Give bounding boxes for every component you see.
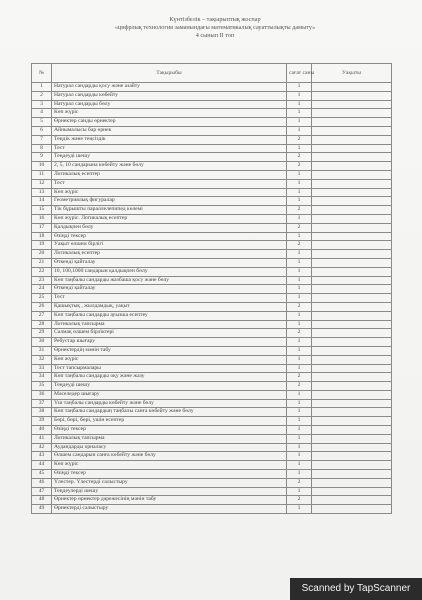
row-number: 1 (32, 83, 52, 92)
table-row (32, 285, 392, 294)
row-hours: 1 (287, 188, 312, 197)
row-topic: Натурал сандарды бөлу (52, 100, 287, 109)
table-row (32, 258, 392, 267)
row-hours: 1 (287, 83, 312, 92)
row-date (312, 338, 392, 347)
row-hours: 1 (287, 470, 312, 479)
row-hours: 1 (287, 408, 312, 417)
row-date (312, 496, 392, 505)
plan-table (31, 63, 392, 514)
table-row (32, 390, 392, 399)
document-header (40, 16, 390, 40)
row-hours: 1 (287, 346, 312, 355)
table-row (32, 452, 392, 461)
row-topic: Мәселедер шығару (52, 390, 287, 399)
row-topic: 10, 100,1000 сандарын қалдықпен бөлу (52, 267, 287, 276)
row-topic: 2, 5, 10 сандарына көбейту және бөлу (52, 162, 287, 171)
row-date (312, 478, 392, 487)
row-hours: 2 (287, 206, 312, 215)
row-hours: 1 (287, 214, 312, 223)
row-date (312, 232, 392, 241)
header-line-3: 4 сынып II топ (195, 32, 235, 39)
row-number: 13 (32, 188, 52, 197)
table-row (32, 153, 392, 162)
table-row (32, 346, 392, 355)
row-topic: Өлшем сандарын санға көбейту және бөлу (52, 452, 287, 461)
row-date (312, 364, 392, 373)
row-hours: 1 (287, 91, 312, 100)
row-hours: 1 (287, 452, 312, 461)
row-date (312, 109, 392, 118)
row-date (312, 285, 392, 294)
table-row (32, 206, 392, 215)
row-topic: Көп таңбалы сандарды жазбаша қосу және бөлу (52, 276, 287, 285)
table-row (32, 83, 392, 92)
row-number: 36 (32, 390, 52, 399)
row-date (312, 443, 392, 452)
row-topic: Қалдықпен бөлу (52, 223, 287, 232)
row-topic: Натурал сандарды көбейту (52, 91, 287, 100)
table-row (32, 223, 392, 232)
row-topic: Өрнектердің мәнін табу (52, 346, 287, 355)
row-date (312, 452, 392, 461)
row-hours: 2 (287, 162, 312, 171)
table-row (32, 426, 392, 435)
row-hours: 1 (287, 118, 312, 127)
table-row (32, 135, 392, 144)
row-date (312, 118, 392, 127)
row-number: 12 (32, 179, 52, 188)
row-hours: 1 (287, 434, 312, 443)
row-number: 20 (32, 250, 52, 259)
row-topic: Өзіңді тексер (52, 470, 287, 479)
row-number: 32 (32, 355, 52, 364)
row-number: 26 (32, 302, 52, 311)
row-topic: Тест тапсырмалары (52, 364, 287, 373)
row-hours: 1 (287, 426, 312, 435)
row-date (312, 144, 392, 153)
row-number: 34 (32, 373, 52, 382)
row-date (312, 241, 392, 250)
row-hours: 1 (287, 311, 312, 320)
table-row (32, 241, 392, 250)
table-row (32, 179, 392, 188)
row-number: 42 (32, 443, 52, 452)
table-row (32, 373, 392, 382)
header-line-1: Күнтізбелік – тақырыптық жоспар (169, 16, 261, 23)
row-hours: 2 (287, 329, 312, 338)
row-date (312, 188, 392, 197)
row-hours: 2 (287, 373, 312, 382)
table-row (32, 505, 392, 514)
row-topic: Теңдеуді шешу (52, 153, 287, 162)
row-hours: 1 (287, 390, 312, 399)
row-date (312, 197, 392, 206)
row-topic: Теңдеуді шешу (52, 382, 287, 391)
row-date (312, 373, 392, 382)
column-header-number: № (32, 64, 52, 83)
row-topic: Логикалық есептер (52, 170, 287, 179)
scanner-watermark: Scanned by TapScanner (290, 578, 422, 600)
row-topic: Тест (52, 144, 287, 153)
column-header-topic: Тақырыбы (52, 64, 287, 83)
table-body (32, 83, 392, 514)
table-row (32, 109, 392, 118)
row-number: 29 (32, 329, 52, 338)
table-row (32, 232, 392, 241)
row-topic: Тік бұрышты параллелепипед көлемі (52, 206, 287, 215)
row-number: 40 (32, 426, 52, 435)
row-date (312, 346, 392, 355)
row-hours: 1 (287, 276, 312, 285)
row-date (312, 162, 392, 171)
row-topic: Логикалық тапсырма (52, 320, 287, 329)
row-number: 31 (32, 346, 52, 355)
row-topic: Өрнектер өрнектер дәрежесінің мәнін табу (52, 496, 287, 505)
row-topic: Көп таңбалы сандарды ауызша есептеу (52, 311, 287, 320)
row-number: 47 (32, 487, 52, 496)
table-row (32, 144, 392, 153)
row-number: 28 (32, 320, 52, 329)
row-topic: Теңдеулерді шешу (52, 487, 287, 496)
row-number: 23 (32, 276, 52, 285)
column-header-date: Уақыты (312, 64, 392, 83)
row-hours: 2 (287, 496, 312, 505)
row-topic: Ребустар шығару (52, 338, 287, 347)
table-row (32, 100, 392, 109)
table-row (32, 355, 392, 364)
row-topic: Бөрі, бөрі, бөрі, ушін есептер (52, 417, 287, 426)
table-row (32, 434, 392, 443)
row-number: 45 (32, 470, 52, 479)
table-row (32, 487, 392, 496)
row-date (312, 329, 392, 338)
row-topic: Өзіңді тексер (52, 426, 287, 435)
row-hours: 1 (287, 197, 312, 206)
row-number: 16 (32, 214, 52, 223)
row-number: 25 (32, 294, 52, 303)
row-hours: 2 (287, 302, 312, 311)
row-hours: 2 (287, 135, 312, 144)
row-hours: 1 (287, 285, 312, 294)
row-number: 41 (32, 434, 52, 443)
row-date (312, 382, 392, 391)
row-topic: Натурал сандарды қосу және азайту (52, 83, 287, 92)
table-row (32, 162, 392, 171)
row-number: 49 (32, 505, 52, 514)
row-topic: Өткенді қайталау (52, 285, 287, 294)
table-row (32, 294, 392, 303)
row-date (312, 267, 392, 276)
row-hours: 1 (287, 399, 312, 408)
row-topic: Логикалық тапсырма (52, 434, 287, 443)
row-topic: Көп таңбалы сандардың таңбалы санға көбейту және бөлу (52, 408, 287, 417)
row-topic: Көп таңбалы сандарды оқу және жазу (52, 373, 287, 382)
table-row (32, 276, 392, 285)
row-topic: Үлестер. Үлестерді салыстыру (52, 478, 287, 487)
table-row (32, 443, 392, 452)
table-row (32, 197, 392, 206)
row-hours: 1 (287, 109, 312, 118)
row-topic: Өткенді қайталау (52, 258, 287, 267)
row-number: 14 (32, 197, 52, 206)
row-hours: 1 (287, 179, 312, 188)
row-date (312, 153, 392, 162)
row-number: 19 (32, 241, 52, 250)
row-date (312, 487, 392, 496)
row-number: 4 (32, 109, 52, 118)
row-hours: 2 (287, 478, 312, 487)
row-number: 7 (32, 135, 52, 144)
row-hours: 1 (287, 144, 312, 153)
row-date (312, 470, 392, 479)
row-number: 30 (32, 338, 52, 347)
row-topic: Айнымалысы бар өрнек (52, 126, 287, 135)
table-row (32, 126, 392, 135)
row-number: 3 (32, 100, 52, 109)
row-number: 37 (32, 399, 52, 408)
row-date (312, 223, 392, 232)
row-topic: Өрнектерді салыстыру (52, 505, 287, 514)
row-number: 15 (32, 206, 52, 215)
row-number: 17 (32, 223, 52, 232)
row-date (312, 399, 392, 408)
table-row (32, 91, 392, 100)
row-topic: Тест (52, 294, 287, 303)
row-number: 9 (32, 153, 52, 162)
row-hours: 1 (287, 443, 312, 452)
row-number: 33 (32, 364, 52, 373)
row-hours: 1 (287, 320, 312, 329)
table-row (32, 478, 392, 487)
table-row (32, 302, 392, 311)
table-row (32, 250, 392, 259)
row-number: 11 (32, 170, 52, 179)
row-hours: 2 (287, 241, 312, 250)
row-topic: Уақыт өлшем бірлігі (52, 241, 287, 250)
row-date (312, 250, 392, 259)
row-number: 6 (32, 126, 52, 135)
row-date (312, 355, 392, 364)
table-row (32, 461, 392, 470)
row-hours: 1 (287, 294, 312, 303)
row-date (312, 100, 392, 109)
row-number: 24 (32, 285, 52, 294)
row-date (312, 83, 392, 92)
row-topic: Көп жүріс (52, 355, 287, 364)
row-date (312, 302, 392, 311)
row-hours: 1 (287, 487, 312, 496)
row-number: 38 (32, 408, 52, 417)
table-row (32, 188, 392, 197)
row-number: 35 (32, 382, 52, 391)
column-header-hours: сағат саны (287, 64, 312, 83)
row-hours: 1 (287, 505, 312, 514)
row-date (312, 126, 392, 135)
row-topic: Қашықтық , жылдамдық, уақыт (52, 302, 287, 311)
row-date (312, 294, 392, 303)
table-row (32, 364, 392, 373)
row-date (312, 135, 392, 144)
row-number: 22 (32, 267, 52, 276)
table-row (32, 320, 392, 329)
table-row (32, 118, 392, 127)
header-line-2: «цифрлық технология заманындағы математикалық сауаттылықты дамыту» (114, 24, 316, 31)
row-topic: Көп жүріс (52, 461, 287, 470)
row-topic: Салмақ өлшем бірліктері (52, 329, 287, 338)
row-number: 10 (32, 162, 52, 171)
table-row (32, 338, 392, 347)
row-date (312, 179, 392, 188)
row-hours: 1 (287, 338, 312, 347)
row-hours: 1 (287, 258, 312, 267)
row-date (312, 276, 392, 285)
row-number: 5 (32, 118, 52, 127)
row-date (312, 91, 392, 100)
row-date (312, 417, 392, 426)
row-date (312, 426, 392, 435)
row-date (312, 206, 392, 215)
row-number: 18 (32, 232, 52, 241)
row-topic: Көп жүріс (52, 188, 287, 197)
row-topic: Геометриялық фигуралар (52, 197, 287, 206)
row-date (312, 170, 392, 179)
row-topic: Көп жүріс. Логикалық есептер (52, 214, 287, 223)
row-topic: Логикалық есептер (52, 250, 287, 259)
table-row (32, 399, 392, 408)
row-number: 44 (32, 461, 52, 470)
table-header-row (32, 64, 392, 83)
row-topic: Өрнектер санды өрнектер (52, 118, 287, 127)
row-topic: Тест (52, 179, 287, 188)
row-topic: Өзіңді тексер (52, 232, 287, 241)
table-row (32, 267, 392, 276)
table-row (32, 417, 392, 426)
row-date (312, 390, 392, 399)
row-number: 46 (32, 478, 52, 487)
table-row (32, 311, 392, 320)
row-date (312, 214, 392, 223)
row-number: 39 (32, 417, 52, 426)
row-date (312, 258, 392, 267)
row-hours: 2 (287, 223, 312, 232)
row-hours: 1 (287, 417, 312, 426)
row-number: 48 (32, 496, 52, 505)
row-hours: 1 (287, 267, 312, 276)
table-row (32, 496, 392, 505)
table-row (32, 470, 392, 479)
row-hours: 1 (287, 126, 312, 135)
table-row (32, 382, 392, 391)
row-hours: 1 (287, 100, 312, 109)
row-topic: Аудандарды орналасу (52, 443, 287, 452)
row-number: 21 (32, 258, 52, 267)
row-date (312, 461, 392, 470)
row-number: 2 (32, 91, 52, 100)
table-row (32, 408, 392, 417)
row-number: 27 (32, 311, 52, 320)
row-topic: Үш таңбалы сандарды көбейту және бөлу (52, 399, 287, 408)
row-date (312, 505, 392, 514)
row-hours: 2 (287, 153, 312, 162)
row-number: 8 (32, 144, 52, 153)
table-row (32, 170, 392, 179)
row-hours: 1 (287, 170, 312, 179)
row-date (312, 434, 392, 443)
row-topic: Теңдік және теңсіздік (52, 135, 287, 144)
row-topic: Көп жүріс (52, 109, 287, 118)
row-hours: 1 (287, 355, 312, 364)
row-hours: 1 (287, 364, 312, 373)
row-number: 43 (32, 452, 52, 461)
row-date (312, 320, 392, 329)
table-row (32, 329, 392, 338)
row-date (312, 311, 392, 320)
table-row (32, 214, 392, 223)
row-hours: 1 (287, 232, 312, 241)
row-hours: 1 (287, 461, 312, 470)
row-hours: 2 (287, 382, 312, 391)
row-hours: 1 (287, 250, 312, 259)
row-date (312, 408, 392, 417)
